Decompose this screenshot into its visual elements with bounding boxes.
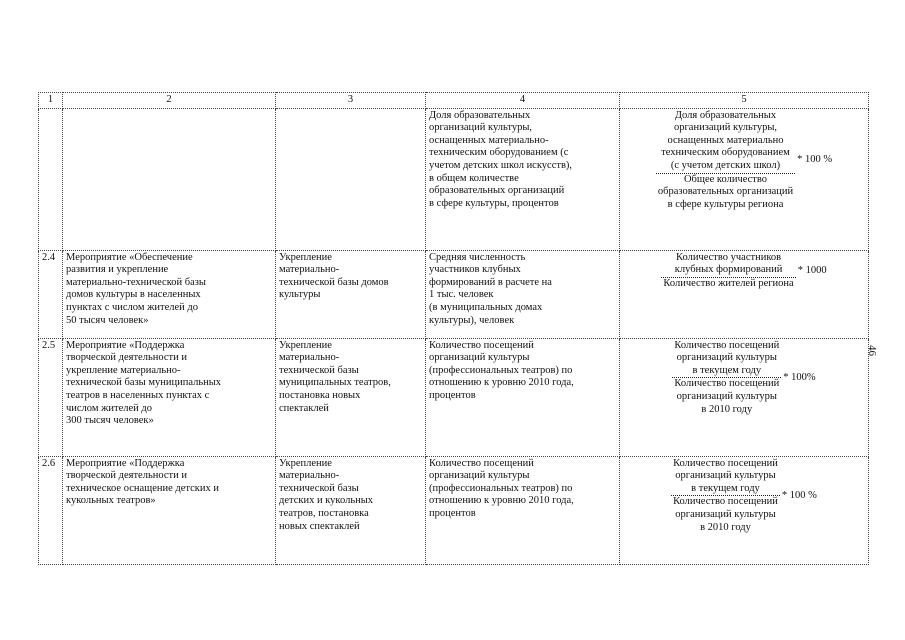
header-cell-5: 5 [620,93,869,109]
formula-line: (с учетом детских школ) [670,159,781,171]
header-cell-4: 4 [426,93,620,109]
row-number: 2.4 [39,250,63,338]
event-cell [63,108,276,250]
event-cell: Мероприятие «Поддержка творческой деятельности и техническое оснащение детских и кукольных театров» [63,456,276,564]
formula-line: Количество посещений [673,496,778,508]
header-row [39,93,869,109]
formula-line: организаций культуры [676,390,777,402]
row-number: 2.6 [39,456,63,564]
formula-line: организаций культуры [675,470,776,482]
indicator-cell: Доля образовательных организаций культуры, оснащенных материально- техническим оборудованием (с учетом детских школ искусств), в общем количестве образовательных организаций в сфере культуры, процентов [426,108,620,250]
formula-line: Количество жителей региона [663,277,794,289]
formula-line: оснащенных материально [667,134,784,146]
fraction-numerator [673,252,785,277]
event-cell: Мероприятие «Поддержка творческой деятельности и укрепление материально- технической базы муниципальных театров в населенных пунктах с числом жителей до 300 тысяч человек» [63,338,276,456]
formula-line: в сфере культуры региона [667,198,784,210]
formula-line: образовательных организаций [657,186,794,198]
formula-line: техническим оборудованием [661,147,790,159]
event-cell: Мероприятие «Обеспечение развития и укрепление материально-технической базы домов культуры в населенных пунктах с числом жителей до 50 тысяч человек» [63,250,276,338]
indicator-cell: Средняя численность участников клубных формирований в расчете на 1 тыс. человек (в муниципальных домах культуры), человек [426,250,620,338]
formula-line: в 2010 году [701,403,753,415]
table-row [39,250,869,338]
fraction [656,110,795,212]
fraction [661,252,795,291]
formula-cell [620,456,869,564]
formula-cell [620,250,869,338]
formula-line: организаций культуры [676,352,777,364]
header-cell-3: 3 [276,93,426,109]
fraction-denominator [672,378,781,416]
formula-line: клубных формирований [674,264,783,276]
fraction-denominator [656,174,795,212]
header-cell-1: 1 [39,93,63,109]
fraction [671,458,780,535]
formula [623,252,865,291]
formula-line: в текущем году [692,364,762,376]
formula-cell [620,338,869,456]
formula-multiplier: * 100% [783,371,816,383]
goal-cell [276,108,426,250]
formula [623,340,865,417]
formula-line: Количество посещений [674,339,780,351]
formula [623,110,865,212]
formula-line: организаций культуры [675,508,776,520]
fraction-numerator [672,340,781,378]
table-row [39,456,869,564]
program-table [38,92,869,565]
formula-line: в текущем году [691,482,760,494]
goal-cell: Укрепление материально- технической базы домов культуры [276,250,426,338]
formula-line: Доля образовательных [674,109,777,121]
formula-line: в 2010 году [700,521,751,533]
fraction [672,340,781,417]
formula-line: Общее количество [683,173,768,185]
formula-multiplier: * 1000 [797,264,827,276]
row-number [39,108,63,250]
fraction-denominator [661,278,795,291]
fraction-denominator [671,496,780,534]
goal-cell: Укрепление материально- технической базы муниципальных театров, постановка новых спектаклей [276,338,426,456]
fraction-numerator [671,458,780,496]
formula-line: организаций культуры, [674,122,777,134]
formula-line: Количество посещений [673,457,778,469]
table-row [39,338,869,456]
formula-multiplier: * 100 % [797,154,833,166]
formula [623,458,865,535]
formula-line: Количество посещений [674,378,780,390]
formula-line: Количество участников [675,251,782,263]
row-number: 2.5 [39,338,63,456]
page-number: 46 [866,345,878,356]
table-row [39,108,869,250]
indicator-cell: Количество посещений организаций культуры (профессиональных театров) по отношению к уровню 2010 года, процентов [426,338,620,456]
formula-multiplier: * 100 % [781,489,817,501]
goal-cell: Укрепление материально- технической базы детских и кукольных театров, постановка новых спектаклей [276,456,426,564]
header-cell-2: 2 [63,93,276,109]
fraction-numerator [659,110,792,173]
formula-cell [620,108,869,250]
indicator-cell: Количество посещений организаций культуры (профессиональных театров) по отношению к уровню 2010 года, процентов [426,456,620,564]
